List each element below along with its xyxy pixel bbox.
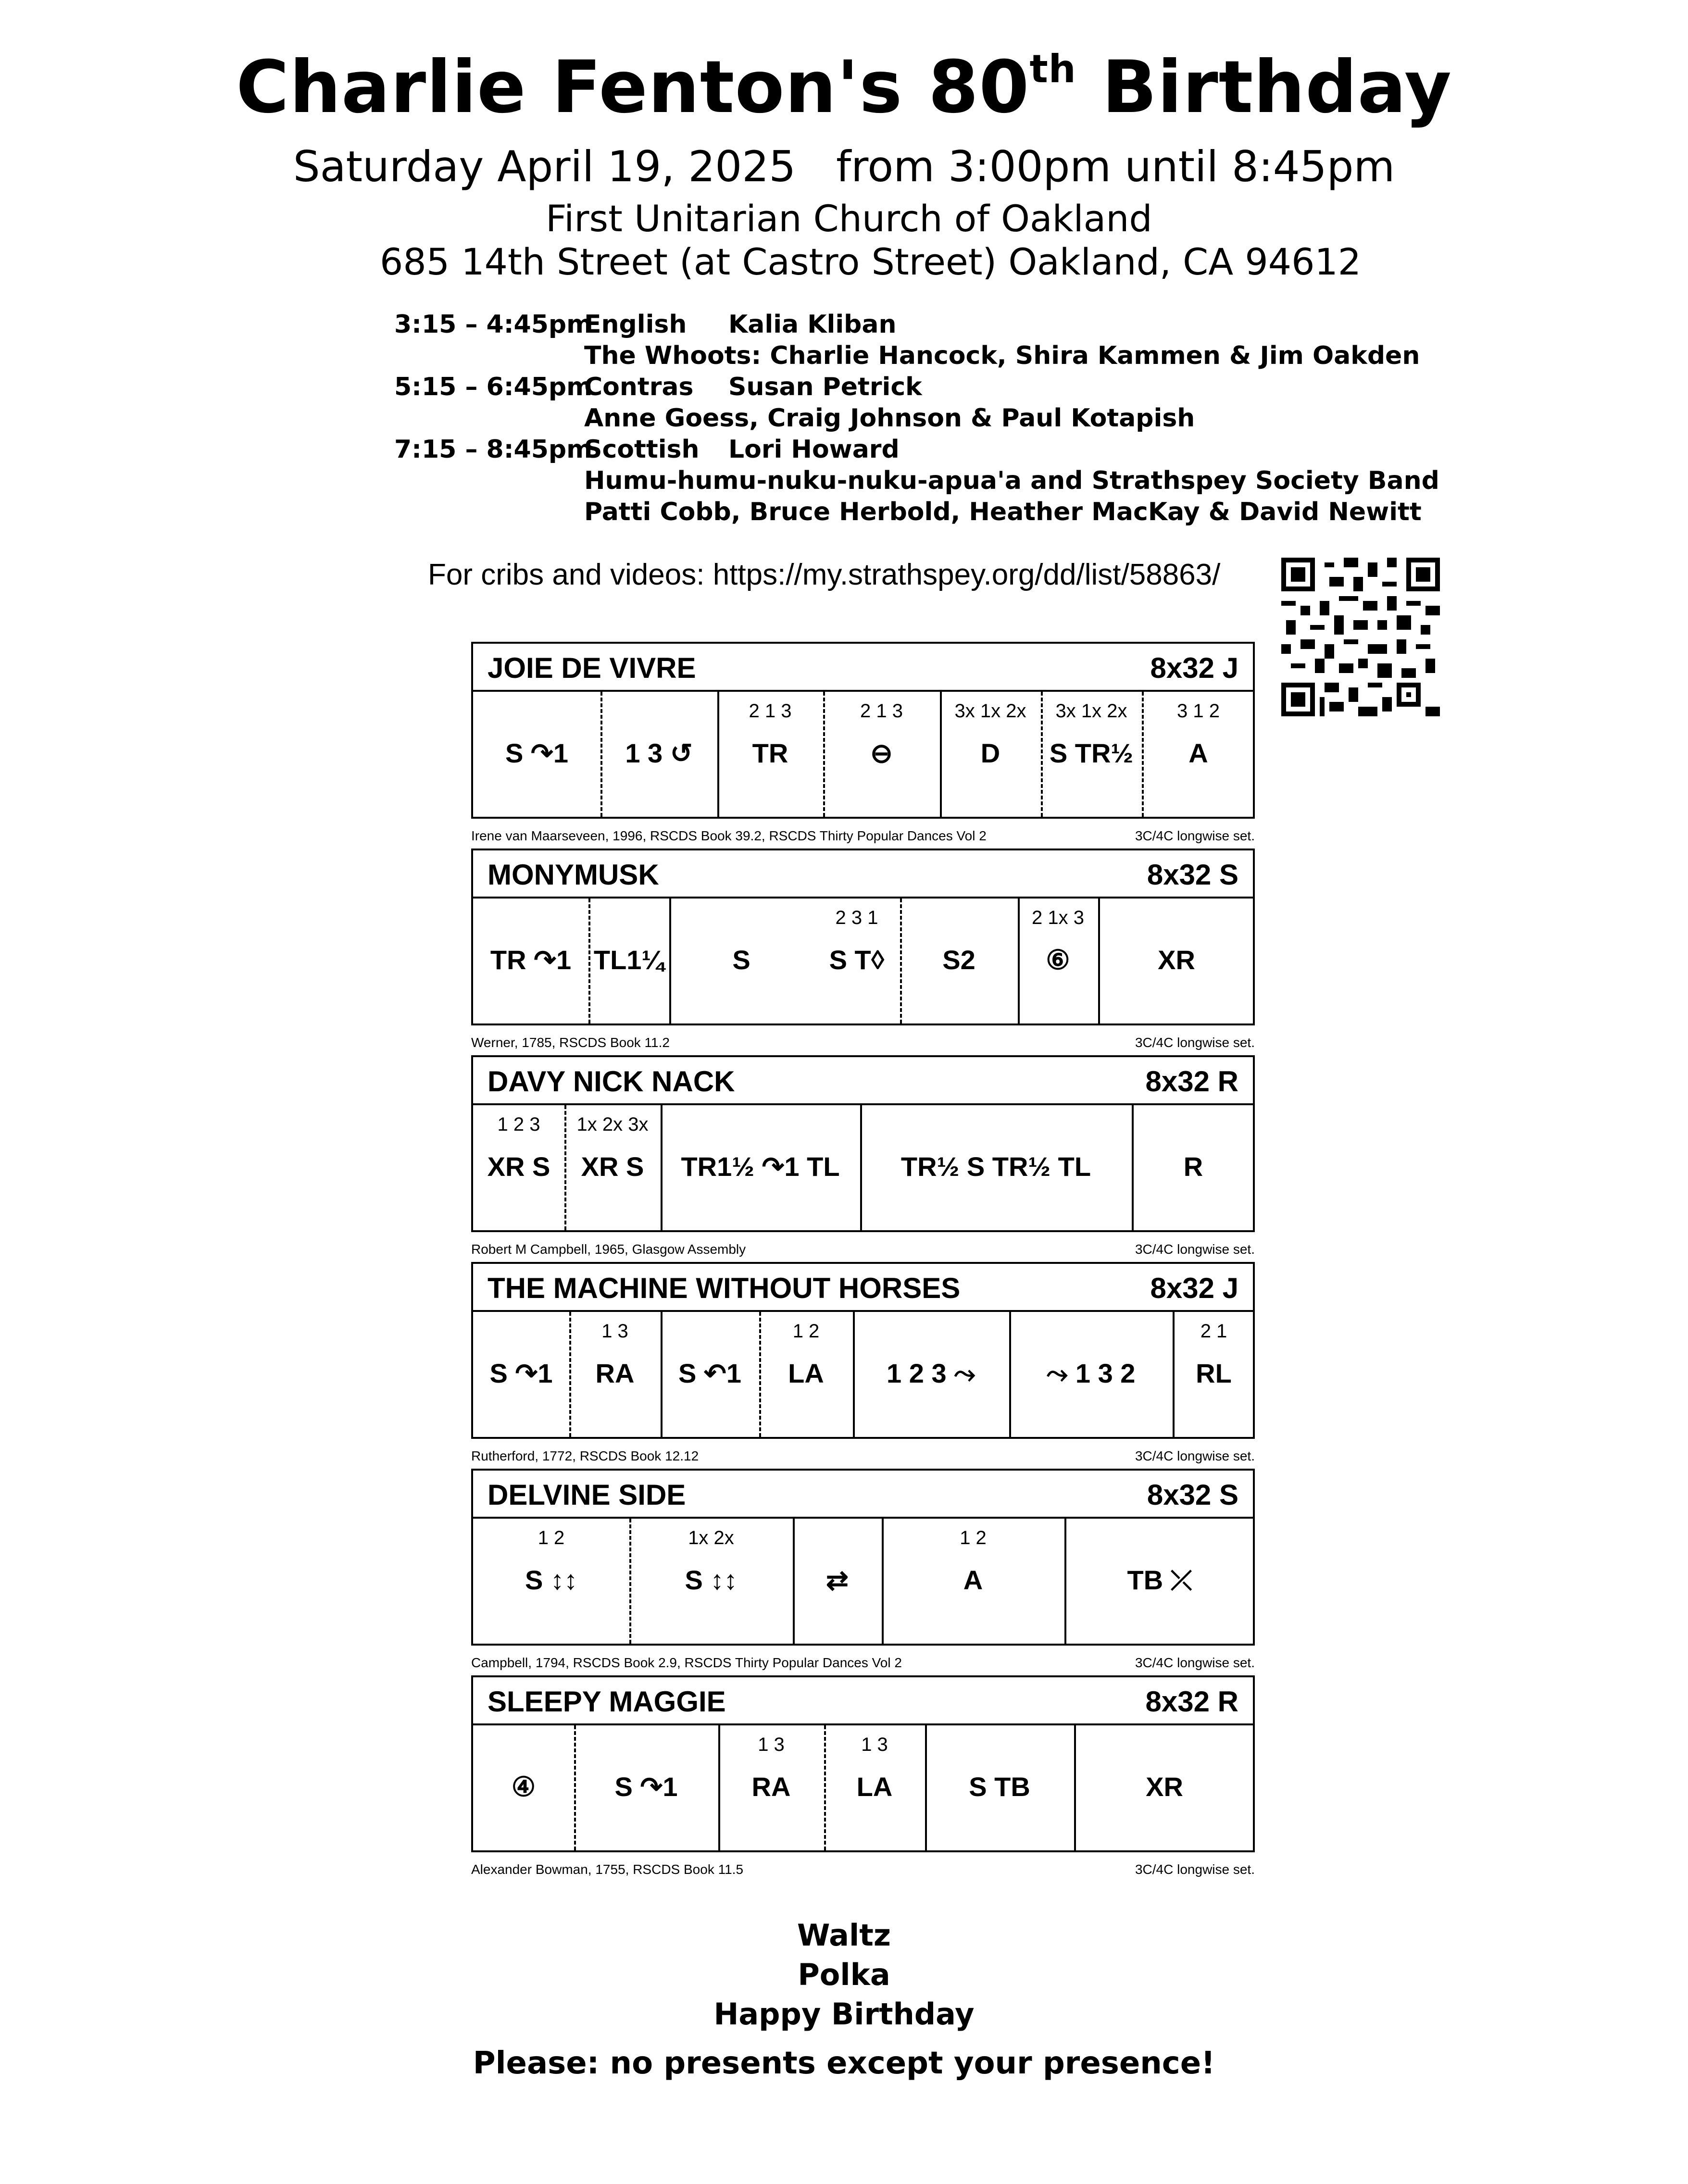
schedule-row	[394, 310, 1404, 341]
crib-figure: RA	[595, 1358, 635, 1388]
schedule-style: Contras	[584, 373, 694, 401]
crib-figure: 1 2 3 ⤳	[887, 1358, 975, 1388]
dance-source: Alexander Bowman, 1755, RSCDS Book 11.5	[471, 1862, 744, 1877]
dance-source: Campbell, 1794, RSCDS Book 2.9, RSCDS Thirty Popular Dances Vol 2	[471, 1655, 902, 1670]
crib-positions: 2 1 3	[860, 700, 903, 722]
crib-figure: S ↕↕	[685, 1565, 738, 1595]
dance-name: MONYMUSK	[488, 859, 659, 891]
crib-figure: XR	[1146, 1772, 1183, 1802]
schedule-row	[394, 373, 1404, 404]
qr-code-icon[interactable]	[1281, 558, 1440, 716]
extra-dance: Polka	[798, 1957, 890, 1992]
crib-figure: ⊖	[870, 738, 893, 768]
dance-set: 3C/4C longwise set.	[1135, 1242, 1255, 1257]
dance-crib	[471, 692, 1255, 819]
crib-figure: ⑥	[1046, 945, 1070, 975]
dance-name: THE MACHINE WITHOUT HORSES	[488, 1272, 961, 1304]
crib-figure: TR½ S TR½ TL	[900, 1151, 1091, 1182]
dance-card	[471, 1675, 1255, 1886]
crib-figure: LA	[788, 1358, 824, 1388]
schedule-teacher: Kalia Kliban	[728, 310, 897, 339]
crib-positions: 2 1 3	[749, 700, 792, 722]
dance-header	[471, 1055, 1255, 1105]
schedule-band: Anne Goess, Craig Johnson & Paul Kotapish	[584, 404, 1195, 433]
crib-figure: S ↷1	[489, 1358, 553, 1388]
dance-format: 8x32 J	[1150, 652, 1238, 684]
crib-figure: S ↶1	[678, 1358, 741, 1388]
dance-format: 8x32 J	[1150, 1272, 1238, 1304]
dance-header	[471, 1675, 1255, 1725]
dance-card	[471, 1262, 1255, 1473]
dance-format: 8x32 S	[1147, 1479, 1238, 1511]
dance-header	[471, 1469, 1255, 1519]
crib-figure: A	[1188, 738, 1208, 768]
crib-figure: TR ↷1	[490, 945, 572, 975]
dance-set: 3C/4C longwise set.	[1135, 1448, 1255, 1463]
crib-figure: RL	[1196, 1358, 1232, 1388]
address: 685 14th Street (at Castro Street) Oakland, CA 94612	[380, 240, 1362, 283]
event-date: Saturday April 19, 2025 from 3:00pm until 8:45pm	[293, 142, 1395, 191]
dance-name: JOIE DE VIVRE	[488, 652, 696, 684]
crib-figure: RA	[751, 1772, 791, 1802]
crib-figure: XR	[1158, 945, 1195, 975]
dance-format: 8x32 R	[1145, 1685, 1238, 1718]
dance-set: 3C/4C longwise set.	[1135, 1035, 1255, 1050]
extra-dance: Happy Birthday	[713, 1997, 975, 2032]
schedule	[394, 310, 1439, 529]
crib-figure: TL1¼	[593, 945, 664, 975]
dance-card	[471, 642, 1255, 852]
dance-header	[471, 1262, 1255, 1312]
dance-card	[471, 1055, 1255, 1266]
dance-set: 3C/4C longwise set.	[1135, 1862, 1255, 1877]
dance-card	[471, 849, 1255, 1059]
dance-header	[471, 849, 1255, 899]
closing-note: Please: no presents except your presence!	[473, 2046, 1215, 2081]
crib-figure: TB ⤫	[1127, 1565, 1192, 1595]
dance-name: DELVINE SIDE	[488, 1479, 686, 1511]
schedule-band: Humu-humu-nuku-nuku-apua'a and Strathspey Society Band	[584, 466, 1439, 495]
page-title: Charlie Fenton's 80th Birthday	[236, 46, 1452, 129]
dance-crib: ④ S ↷1 1 3 RA 1 3 LA S TB XR	[471, 1725, 1255, 1852]
crib-figure: S TR½	[1049, 738, 1134, 768]
crib-figure: ⇄	[826, 1565, 849, 1595]
venue: First Unitarian Church of Oakland	[546, 197, 1152, 240]
schedule-style: English	[584, 310, 687, 339]
crib-figure: S ↷1	[505, 738, 568, 768]
dance-card	[471, 1469, 1255, 1679]
crib-figure: XR S	[487, 1151, 550, 1182]
crib-figure: D	[980, 738, 1000, 768]
crib-figure: ⤳ 1 3 2	[1046, 1358, 1136, 1388]
crib-positions: 3x 1x 2x	[1055, 700, 1127, 722]
schedule-time: 3:15 – 4:45pm	[394, 310, 593, 339]
dance-source: Irene van Maarseveen, 1996, RSCDS Book 39.2, RSCDS Thirty Popular Dances Vol 2	[471, 828, 987, 843]
schedule-time: 5:15 – 6:45pm	[394, 373, 593, 401]
crib-figure: TR1½ ↷1 TL	[681, 1151, 840, 1182]
dance-crib: TR ↷1 TL1¼ S 2 3 1 S T◊ S2 2 1x 3 ⑥ XR	[471, 899, 1255, 1025]
dance-name: SLEEPY MAGGIE	[488, 1685, 726, 1718]
dance-crib: 1 2 3 XR S 1x 2x 3x XR S TR1½ ↷1 TL TR½ S TR½ TL R	[471, 1105, 1255, 1232]
dance-set: 3C/4C longwise set.	[1135, 1655, 1255, 1670]
extra-dance: Waltz	[797, 1918, 891, 1953]
dance-crib: 1 2 S ↕↕ 1x 2x S ↕↕ ⇄ 1 2 A TB ⤫	[471, 1519, 1255, 1646]
crib-positions: 3x 1x 2x	[954, 700, 1026, 722]
schedule-time: 7:15 – 8:45pm	[394, 435, 593, 464]
crib-figure: TR	[752, 738, 788, 768]
crib-figure: S T◊	[829, 945, 885, 975]
dance-crib: S ↷1 1 3 RA S ↶1 1 2 LA 1 2 3 ⤳ ⤳ 1 3 2 2 1 RL	[471, 1312, 1255, 1439]
dance-format: 8x32 R	[1145, 1065, 1238, 1098]
crib-figure: A	[963, 1565, 983, 1595]
dance-format: 8x32 S	[1147, 859, 1238, 891]
schedule-teacher: Susan Petrick	[728, 373, 922, 401]
dance-name: DAVY NICK NACK	[488, 1065, 735, 1098]
crib-figure: S ↷1	[614, 1772, 678, 1802]
dance-source: Robert M Campbell, 1965, Glasgow Assembly	[471, 1242, 746, 1257]
schedule-band: The Whoots: Charlie Hancock, Shira Kammen & Jim Oakden	[584, 341, 1420, 370]
crib-figure: R	[1183, 1151, 1203, 1182]
schedule-row	[394, 435, 1404, 466]
dance-source: Rutherford, 1772, RSCDS Book 12.12	[471, 1448, 699, 1463]
crib-figure: XR S	[581, 1151, 644, 1182]
schedule-band: Patti Cobb, Bruce Herbold, Heather MacKay & David Newitt	[584, 498, 1422, 526]
crib-figure: S TB	[969, 1772, 1030, 1802]
crib-positions: 3 1 2	[1177, 700, 1220, 722]
extra-dances	[0, 1916, 1688, 2034]
cribs-link[interactable]: For cribs and videos: https://my.strathspey.org/dd/list/58863/	[428, 558, 1221, 591]
crib-figure: LA	[856, 1772, 893, 1802]
crib-figure: 1 3 ↺	[625, 738, 693, 768]
crib-figure: S	[732, 945, 750, 975]
dance-header	[471, 642, 1255, 692]
crib-figure: S ↕↕	[525, 1565, 577, 1595]
crib-figure: ④	[511, 1772, 536, 1802]
schedule-style: Scottish	[584, 435, 700, 464]
schedule-teacher: Lori Howard	[728, 435, 900, 464]
dance-source: Werner, 1785, RSCDS Book 11.2	[471, 1035, 670, 1050]
dance-set: 3C/4C longwise set.	[1135, 828, 1255, 843]
crib-figure: S2	[942, 945, 975, 975]
